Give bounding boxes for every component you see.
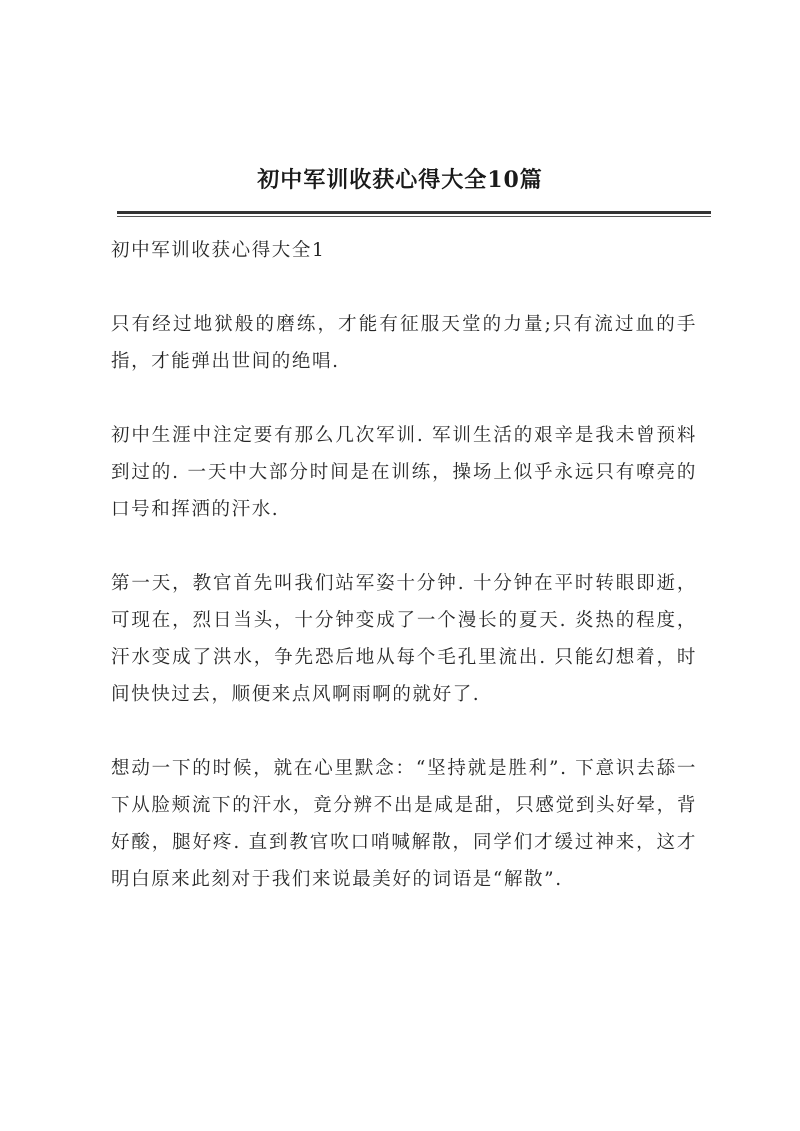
document-title: 初中军训收获心得大全10篇 (257, 167, 543, 193)
title-divider (117, 211, 711, 214)
section-heading: 初中军训收获心得大全1 (111, 240, 326, 261)
paragraph-4: 想动一下的时候，就在心里默念：“坚持就是胜利”. 下意识去舔一下从脸颊流下的汗水，竟分辨不出是咸是甜，只感觉到头好晕，背好酸，腿好疼. 直到教官吹口哨喊解散，同学们才缓过神来，这才明白原来此刻对于我们来说最美好的词语是“解散”. (111, 758, 697, 890)
paragraph-2: 初中生涯中注定要有那么几次军训. 军训生活的艰辛是我未曾预料到过的. 一天中大部分时间是在训练，操场上似乎永远只有嘹亮的口号和挥洒的汗水. (111, 425, 697, 520)
document-body (111, 232, 697, 935)
paragraph-1: 只有经过地狱般的磨练，才能有征服天堂的力量;只有流过血的手指，才能弹出世间的绝唱. (111, 314, 697, 372)
paragraph-3: 第一天，教官首先叫我们站军姿十分钟. 十分钟在平时转眼即逝，可现在，烈日当头，十分钟变成了一个漫长的夏天. 炎热的程度，汗水变成了洪水，争先恐后地从每个毛孔里流出. 只能幻想着，时间快快过去，顺便来点风啊雨啊的就好了. (111, 573, 697, 705)
